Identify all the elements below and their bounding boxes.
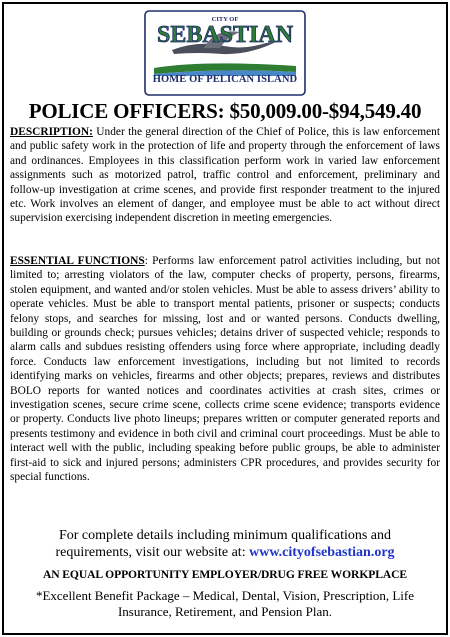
benefits-line-1: *Excellent Benefit Package – Medical, Dental, Vision, Prescription, Life (35, 588, 415, 603)
essential-functions-label: ESSENTIAL FUNCTIONS (10, 255, 145, 267)
description-text: Under the general direction of the Chief of Police, this is law enforcement and public safety work in the protection of life and property through the enforcement of laws and ordinances. Employees in this classification perform work in varied law enforcement assignments such as motorized patrol, traffic control and enforcement, preliminary and follow-up investigation at crime scenes, and provide first responder treatment to the injured etc. Work involves an element of danger, and employee must be able to act without direct supervision exercising independent discretion in meeting emergencies. (10, 126, 440, 225)
cta-line-1: For complete details including minimum qualifications and (58, 528, 392, 543)
eoe-statement: AN EQUAL OPPORTUNITY EMPLOYER/DRUG FREE WORKPLACE (42, 568, 408, 581)
cta-line-2 (10, 544, 440, 561)
description-section (10, 125, 440, 226)
description-label: DESCRIPTION: (10, 126, 93, 138)
essential-functions-text: : Performs law enforcement patrol activities including, but not limited to; arresting violators of the law, computer checks of property, persons, firearms, stolen equipment, and wanted and/or stolen vehicles. Must be able to assess drivers’ ability to operate vehicles. Must be able to transport mental patients, prisoner or suspects; conducts felony stops, and searches for missing, lost and or wanted persons. Conducts dwelling, building or grounds check; pursues vehicles; detains driver of suspected vehicle; responds to alarm calls and subdues resisting offenders using force where appropriate, including deadly force. Conducts law enforcement investigations, including but not limited to records identifying marks on vehicles, firearms and other objects; prepares, reviews and distributes BOLO reports for wanted notices and coordinates activities at crash sites, crimes or investigation scenes, secure crime scene, collects crime scene evidence; transports evidence or property. Conducts live photo lineups; prepares written or computer generated reports and presents testimony and evidence in both civil and criminal court proceedings. Must be able to interact well with the public, including speaking before public groups, be able to administer first-aid to sick and injured persons; administers CPR procedures, and provides security for special functions. (10, 255, 441, 484)
benefits-note (10, 588, 440, 620)
logo-city-of: CITY OF (211, 16, 239, 23)
essential-functions-section (10, 254, 440, 485)
job-headline: POLICE OFFICERS: $50,009.00-$94,549.40 (28, 99, 422, 123)
logo-name: SEBASTIAN (156, 22, 294, 48)
website-link[interactable]: www.cityofsebastian.org (249, 545, 395, 560)
logo-tagline: HOME OF PELICAN ISLAND (152, 74, 298, 85)
cta-line-2-prefix: requirements, visit our website at: (55, 545, 250, 560)
details-callout (10, 527, 440, 561)
benefits-line-2: Insurance, Retirement, and Pension Plan. (117, 604, 333, 619)
